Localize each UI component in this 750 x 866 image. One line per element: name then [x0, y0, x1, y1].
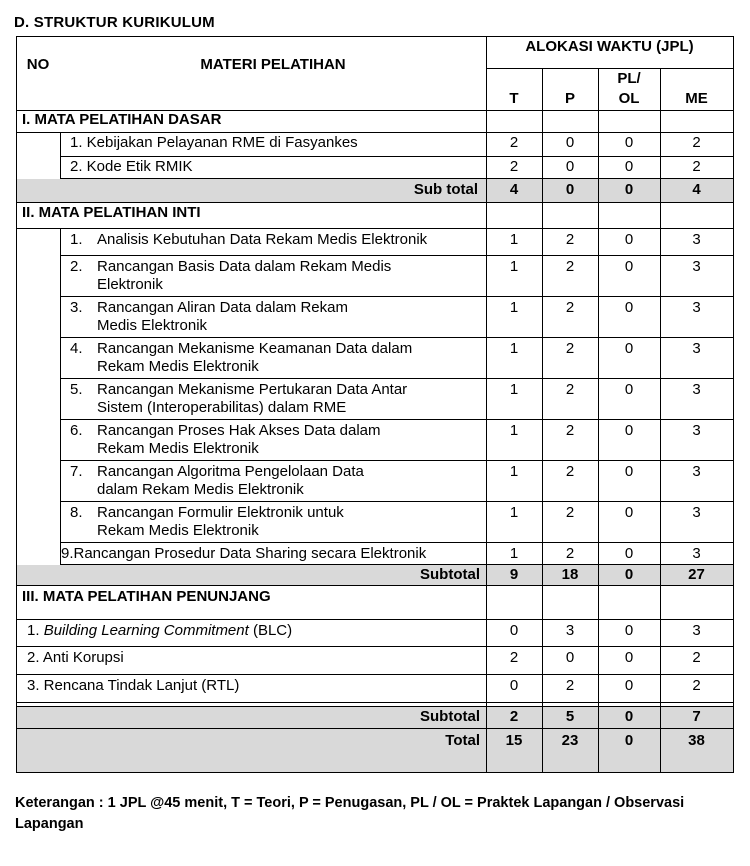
materi-label: Rancangan Algoritma Pengelolaan Data — [97, 463, 364, 480]
value-me: 3 — [692, 622, 701, 639]
table-column-rule — [733, 36, 734, 773]
materi-label-cont: dalam Rekam Medis Elektronik — [97, 481, 304, 498]
table-column-rule — [542, 202, 543, 585]
materi-number: 4. — [70, 340, 83, 357]
section-title: D. STRUKTUR KURIKULUM — [14, 14, 215, 31]
value-plol: 0 — [624, 649, 634, 666]
table-column-rule — [598, 202, 599, 585]
materi-label: Rancangan Mekanisme Pertukaran Data Antar — [97, 381, 408, 398]
value-p: 2 — [565, 299, 575, 316]
table-row-rule — [486, 68, 734, 69]
materi-label-cont: Rekam Medis Elektronik — [97, 358, 259, 375]
header-materi: MATERI PELATIHAN — [200, 56, 346, 73]
header-me: ME — [685, 90, 708, 107]
value-plol: 0 — [624, 422, 634, 439]
subtotal-me: 4 — [692, 181, 701, 198]
value-t: 0 — [509, 622, 519, 639]
footnote: Keterangan : 1 JPL @45 menit, T = Teori, P = Penugasan, PL / OL = Praktek Lapangan / Observasi Lapangan — [15, 795, 685, 832]
value-p: 0 — [565, 649, 575, 666]
value-t: 1 — [509, 299, 519, 316]
value-p: 2 — [565, 677, 575, 694]
value-p: 2 — [565, 504, 575, 521]
materi-label-text: 2. Anti Korupsi — [27, 649, 124, 666]
value-p: 2 — [565, 381, 575, 398]
subtotal-p: 5 — [565, 708, 575, 725]
table-row-rule — [60, 419, 734, 420]
table-column-rule — [660, 585, 661, 772]
value-p: 2 — [565, 463, 575, 480]
value-me: 3 — [692, 463, 701, 480]
value-t: 2 — [509, 158, 519, 175]
table-row-rule — [16, 772, 734, 773]
header-plol-1: PL/ — [617, 70, 641, 87]
materi-label: Rancangan Mekanisme Keamanan Data dalam — [97, 340, 413, 357]
value-me: 2 — [692, 158, 701, 175]
materi-label — [27, 622, 292, 640]
materi-label: Rancangan Aliran Data dalam Rekam — [97, 299, 348, 316]
materi-number: 8. — [70, 504, 83, 521]
materi-label-text: 3. Rencana Tindak Lanjut (RTL) — [27, 677, 240, 694]
materi-label-italic: Building Learning Commitment — [43, 622, 249, 639]
materi-label-cont: Elektronik — [97, 276, 163, 293]
table-column-rule — [542, 68, 543, 110]
materi-label: 1. Kebijakan Pelayanan RME di Fasyankes — [70, 134, 358, 151]
materi-label-text: 1. — [27, 622, 44, 639]
value-t: 1 — [509, 422, 519, 439]
value-me: 3 — [692, 258, 701, 275]
materi-label: Rancangan Proses Hak Akses Data dalam — [97, 422, 381, 439]
materi-number: 6. — [70, 422, 83, 439]
table-column-rule — [60, 132, 61, 178]
table-column-rule — [486, 110, 487, 202]
header-p: P — [564, 90, 575, 107]
materi-label-cont: Sistem (Interoperabilitas) dalam RME — [97, 399, 347, 416]
subtotal-plol: 0 — [624, 181, 634, 198]
value-plol: 0 — [624, 258, 634, 275]
table-row-rule — [60, 296, 734, 297]
value-plol: 0 — [624, 463, 634, 480]
section-title-penunjang: III. MATA PELATIHAN PENUNJANG — [22, 588, 271, 605]
value-p: 2 — [565, 231, 575, 248]
table-column-rule — [598, 68, 599, 110]
table-row-rule — [16, 728, 734, 729]
materi-label: Rancangan Formulir Elektronik untuk — [97, 504, 344, 521]
table-column-rule — [542, 110, 543, 202]
header-alokasi: ALOKASI WAKTU (JPL) — [525, 38, 694, 55]
subtotal-label: Subtotal — [420, 566, 480, 583]
header-no: NO — [26, 56, 50, 73]
table-row-rule — [16, 228, 734, 229]
table-column-rule — [542, 585, 543, 772]
value-me: 3 — [692, 504, 701, 521]
table-row-rule — [486, 619, 734, 620]
subtotal-plol: 0 — [624, 566, 634, 583]
table-column-rule — [486, 585, 487, 772]
value-p: 2 — [565, 258, 575, 275]
table-row-rule — [16, 36, 734, 37]
table-row-rule — [60, 542, 734, 543]
value-plol: 0 — [624, 231, 634, 248]
value-plol: 0 — [624, 545, 634, 562]
subtotal-t: 9 — [509, 566, 519, 583]
value-t: 1 — [509, 340, 519, 357]
section-title-inti: II. MATA PELATIHAN INTI — [22, 204, 201, 221]
value-me: 3 — [692, 381, 701, 398]
materi-number: 7. — [70, 463, 83, 480]
materi-label: Analisis Kebutuhan Data Rekam Medis Elektronik — [97, 231, 428, 248]
value-p: 0 — [565, 158, 575, 175]
table-row-rule — [16, 706, 734, 707]
value-me: 2 — [692, 134, 701, 151]
table-row-rule — [60, 378, 734, 379]
subtotal-label: Subtotal — [420, 708, 480, 725]
value-plol: 0 — [624, 677, 634, 694]
materi-number: 1. — [70, 231, 83, 248]
table-row-rule — [16, 646, 734, 647]
subtotal-p: 0 — [565, 181, 575, 198]
value-p: 3 — [565, 622, 575, 639]
value-t: 2 — [509, 649, 519, 666]
table-column-rule — [486, 36, 487, 110]
subtotal-me: 27 — [688, 566, 705, 583]
subtotal-t: 4 — [509, 181, 519, 198]
section-title-dasar: I. MATA PELATIHAN DASAR — [22, 111, 222, 128]
table-column-rule — [598, 110, 599, 202]
subtotal-t: 2 — [509, 708, 519, 725]
materi-label-suffix: (BLC) — [248, 622, 293, 639]
table-column-rule — [60, 228, 61, 564]
table-column-rule — [486, 202, 487, 585]
value-t: 1 — [509, 504, 519, 521]
total-t: 15 — [505, 732, 523, 749]
table-row-rule — [60, 460, 734, 461]
header-t: T — [509, 90, 519, 107]
materi-label-cont: Rekam Medis Elektronik — [97, 440, 259, 457]
value-me: 2 — [692, 677, 701, 694]
value-me: 3 — [692, 340, 701, 357]
value-plol: 0 — [624, 381, 634, 398]
table-column-rule — [660, 202, 661, 585]
materi-label: Rancangan Basis Data dalam Rekam Medis — [97, 258, 392, 275]
materi-label: 9.Rancangan Prosedur Data Sharing secara Elektronik — [61, 545, 427, 562]
table-row-rule — [60, 337, 734, 338]
value-plol: 0 — [624, 504, 634, 521]
subtotal-label: Sub total — [413, 181, 478, 198]
table-row-rule — [16, 674, 734, 675]
table-row-rule — [60, 501, 734, 502]
materi-label: 2. Kode Etik RMIK — [70, 158, 193, 175]
value-plol: 0 — [624, 340, 634, 357]
table-column-rule — [660, 110, 661, 202]
value-plol: 0 — [624, 134, 634, 151]
table-row-rule — [16, 702, 734, 703]
table-row-rule — [16, 132, 734, 133]
materi-number: 2. — [70, 258, 83, 275]
materi-number: 5. — [70, 381, 83, 398]
value-t: 0 — [509, 677, 519, 694]
value-me: 3 — [692, 299, 701, 316]
header-plol-2: OL — [618, 90, 640, 107]
value-p: 0 — [565, 134, 575, 151]
total-plol: 0 — [624, 732, 634, 749]
value-t: 1 — [509, 258, 519, 275]
materi-label — [27, 677, 239, 695]
subtotal-plol: 0 — [624, 708, 634, 725]
table-row-rule — [16, 619, 487, 620]
value-p: 2 — [565, 545, 575, 562]
materi-label-cont: Rekam Medis Elektronik — [97, 522, 259, 539]
materi-label — [27, 649, 124, 667]
value-me: 3 — [692, 545, 701, 562]
value-p: 2 — [565, 340, 575, 357]
value-me: 3 — [692, 422, 701, 439]
value-me: 3 — [692, 231, 701, 248]
table-column-rule — [660, 68, 661, 110]
table-row-rule — [16, 202, 734, 203]
total-me: 38 — [688, 732, 705, 749]
materi-number: 3. — [70, 299, 83, 316]
table-row-rule — [60, 255, 734, 256]
value-t: 1 — [509, 231, 519, 248]
value-t: 2 — [509, 134, 519, 151]
table-column-rule — [16, 36, 17, 773]
value-plol: 0 — [624, 622, 634, 639]
value-p: 2 — [565, 422, 575, 439]
subtotal-p: 18 — [561, 566, 579, 583]
table-row-rule — [16, 585, 734, 586]
value-plol: 0 — [624, 158, 634, 175]
value-t: 1 — [509, 545, 519, 562]
subtotal-me: 7 — [692, 708, 701, 725]
value-t: 1 — [509, 463, 519, 480]
value-t: 1 — [509, 381, 519, 398]
total-label: Total — [445, 732, 480, 749]
value-me: 2 — [692, 649, 701, 666]
total-p: 23 — [561, 732, 579, 749]
table-row-rule — [60, 156, 734, 157]
table-column-rule — [598, 585, 599, 772]
value-plol: 0 — [624, 299, 634, 316]
materi-label-cont: Medis Elektronik — [97, 317, 208, 334]
